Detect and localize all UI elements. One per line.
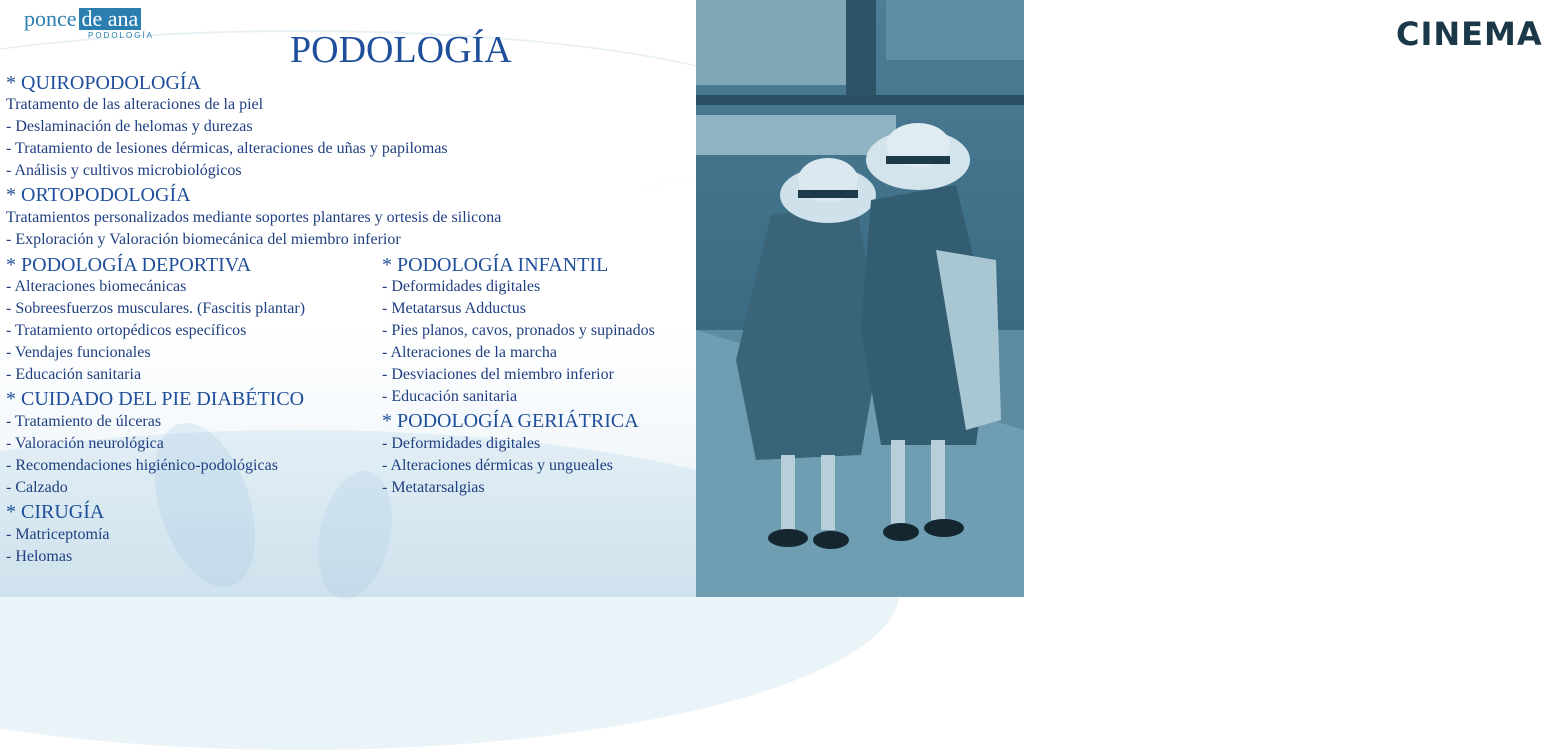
list-item: Tratamento de las alteraciones de la piel	[6, 96, 264, 113]
list-item: - Recomendaciones higiénico-podológicas	[6, 457, 278, 474]
list-item: - Alteraciones dérmicas y ungueales	[382, 457, 614, 474]
section-heading-cirugia: * CIRUGÍA	[6, 501, 105, 523]
list-item: Tratamientos personalizados mediante soportes plantares y ortesis de silicona	[6, 209, 502, 226]
list-item: - Alteraciones biomecánicas	[6, 278, 187, 295]
logo-brand-box: de ana	[79, 8, 142, 30]
photo-two-girls	[696, 0, 1543, 597]
logo-brand-left: ponce	[24, 6, 77, 31]
list-item: - Análisis y cultivos microbiológicos	[6, 162, 242, 179]
section-heading-deportiva: * PODOLOGÍA DEPORTIVA	[6, 254, 252, 276]
section-heading-geriatrica: * PODOLOGÍA GERIÁTRICA	[382, 410, 639, 432]
list-item: - Vendajes funcionales	[6, 344, 151, 361]
cinema-sign: CINEMA	[1396, 15, 1543, 53]
list-item: - Tratamiento ortopédicos específicos	[6, 322, 247, 339]
list-item: - Pies planos, cavos, pronados y supinados	[382, 322, 655, 339]
logo-brand	[24, 8, 154, 30]
list-item: - Educación sanitaria	[382, 388, 518, 405]
list-item: - Deslaminación de helomas y durezas	[6, 118, 253, 135]
list-item: - Metatarsalgias	[382, 479, 485, 496]
list-item: - Educación sanitaria	[6, 366, 142, 383]
photo-illustration	[696, 0, 1024, 597]
list-item: - Metatarsus Adductus	[382, 300, 526, 317]
section-heading-quiropodologia: * QUIROPODOLOGÍA	[6, 72, 201, 94]
logo-subtitle: PODOLOGÍA	[88, 31, 155, 40]
list-item: - Tratamiento de lesiones dérmicas, alteraciones de uñas y papilomas	[6, 140, 448, 157]
list-item: - Tratamiento de úlceras	[6, 413, 162, 430]
section-heading-infantil: * PODOLOGÍA INFANTIL	[382, 254, 609, 276]
list-item: - Desviaciones del miembro inferior	[382, 366, 614, 383]
logo	[24, 8, 154, 40]
section-heading-diabetico: * CUIDADO DEL PIE DIABÉTICO	[6, 388, 305, 410]
list-item: - Sobreesfuerzos musculares. (Fascitis plantar)	[6, 300, 306, 317]
page-title: PODOLOGÍA	[290, 29, 512, 71]
list-item: - Matriceptomía	[6, 526, 110, 543]
section-heading-ortopodologia: * ORTOPODOLOGÍA	[6, 184, 191, 206]
list-item: - Calzado	[6, 479, 68, 496]
list-item: - Deformidades digitales	[382, 278, 541, 295]
list-item: - Valoración neurológica	[6, 435, 164, 452]
list-item: - Helomas	[6, 548, 73, 565]
list-item: - Exploración y Valoración biomecánica del miembro inferior	[6, 231, 401, 248]
list-item: - Deformidades digitales	[382, 435, 541, 452]
list-item: - Alteraciones de la marcha	[382, 344, 558, 361]
